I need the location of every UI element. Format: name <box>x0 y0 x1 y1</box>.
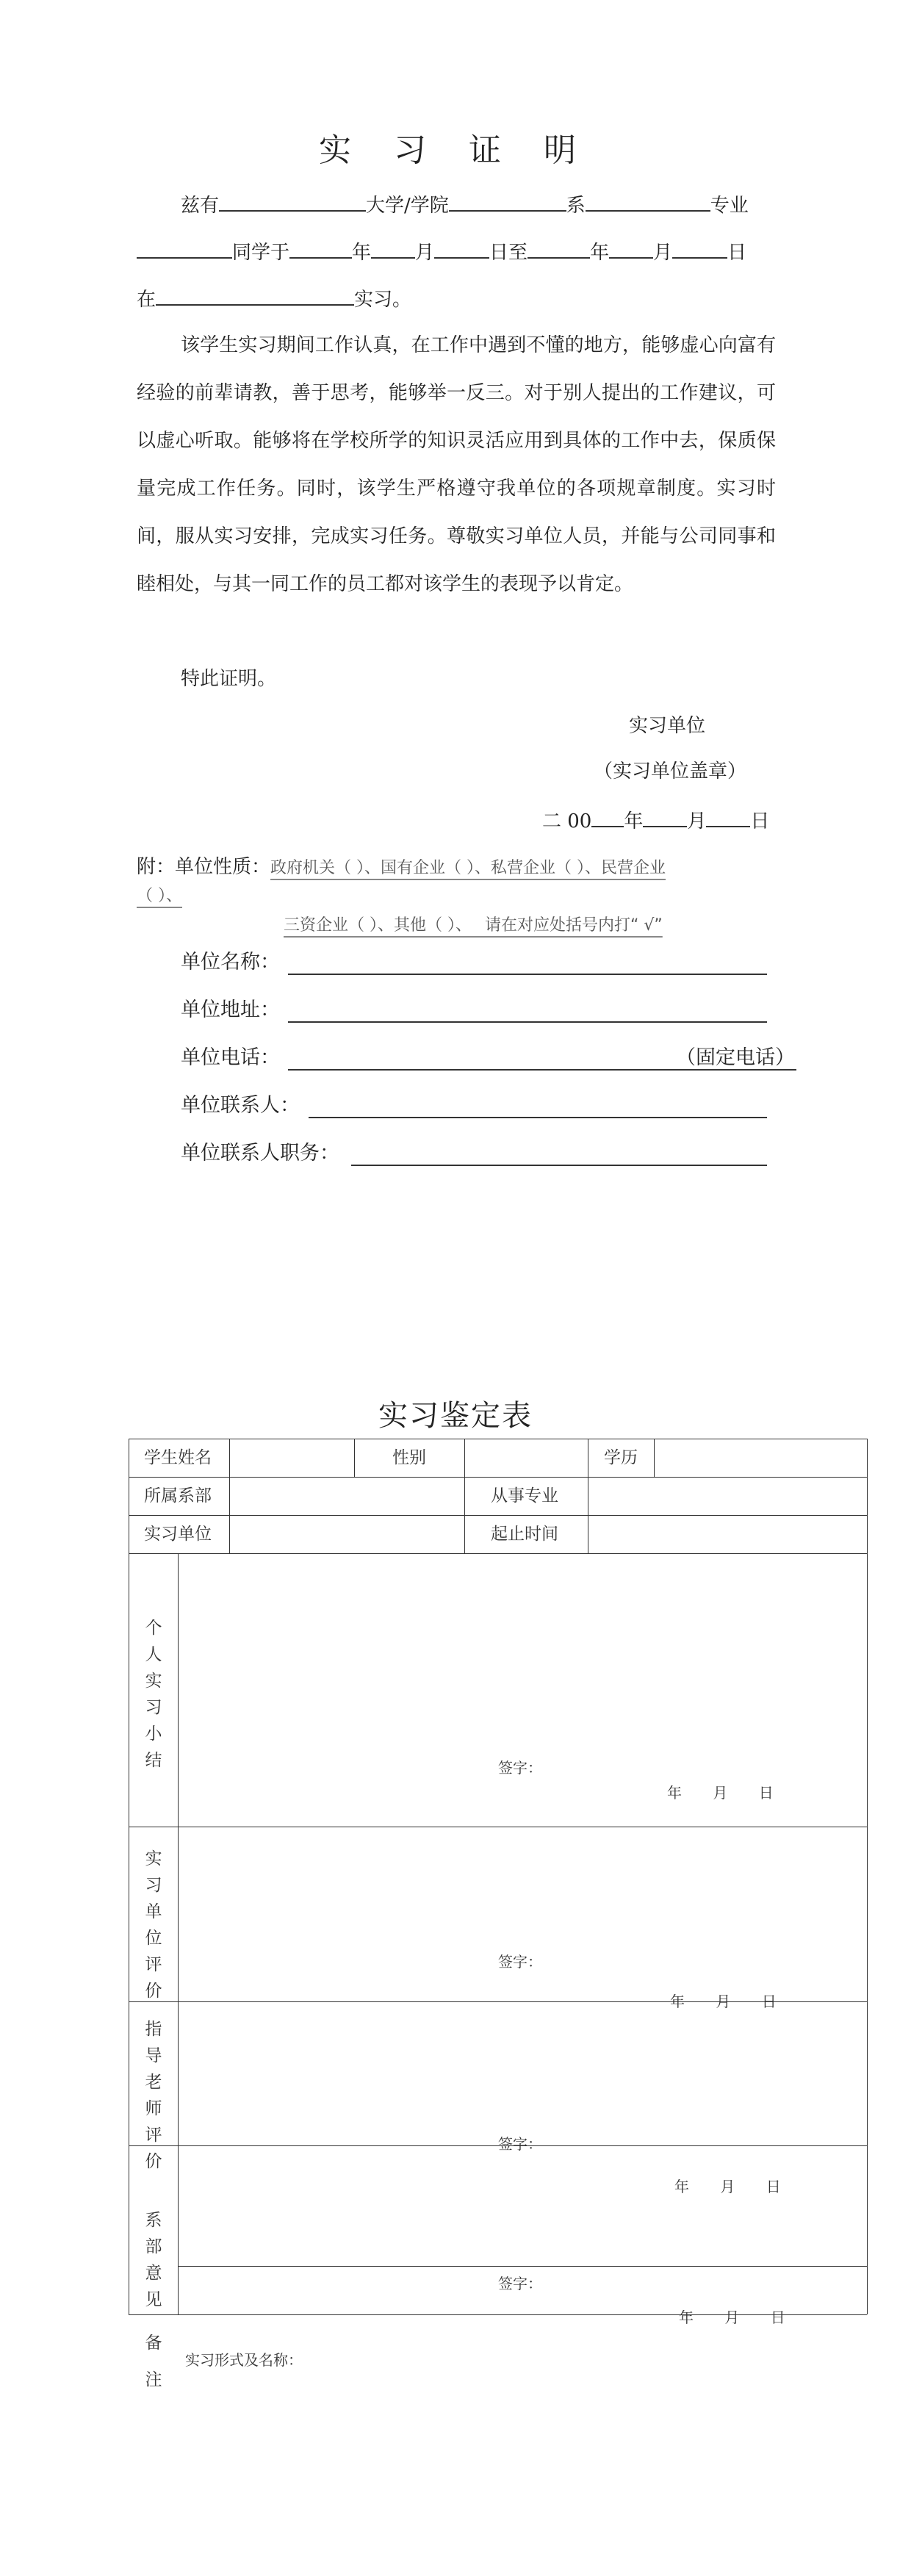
text-student: 同学于 <box>232 242 290 264</box>
text-major: 专业 <box>710 195 749 217</box>
sign-personal: 签字： <box>498 1759 542 1777</box>
label-personal-summary: 个人实习小结 <box>145 1619 162 1770</box>
field-contact-label: 单位联系人： <box>181 1094 300 1117</box>
cert-closing: 特此证明。 <box>181 668 277 690</box>
text-university: 大学/学院 <box>366 195 449 217</box>
text-year: 年 <box>624 810 644 832</box>
label-internship-unit: 实习单位 <box>144 1525 212 1544</box>
label-remark: 备注 <box>145 2334 162 2389</box>
text-year: 年 <box>590 242 610 264</box>
text-department: 系 <box>566 195 586 217</box>
label-teacher-evaluation: 指导老师评价 <box>145 2020 162 2171</box>
text-at: 在 <box>137 289 156 311</box>
text-internship: 实习。 <box>354 289 412 311</box>
sign-teacher: 签字： <box>498 2135 542 2153</box>
date-unit: 年 月 日 <box>670 1993 777 2010</box>
label-education: 学历 <box>604 1448 638 1467</box>
label-department-opinion: 系部意见 <box>145 2211 162 2309</box>
text-day: 日 <box>727 242 747 264</box>
text-day-to: 日至 <box>489 242 528 264</box>
cert-stamp: （实习单位盖章） <box>594 760 747 782</box>
field-unit-address-label: 单位地址： <box>181 999 280 1021</box>
field-unit-phone-label: 单位电话： <box>181 1046 280 1069</box>
label-major: 从事专业 <box>491 1486 558 1505</box>
attachment-label: 附：单位性质： <box>137 856 271 878</box>
text-month: 月 <box>415 242 435 264</box>
text-year: 年 <box>352 242 372 264</box>
date-teacher: 年 月 日 <box>674 2178 781 2195</box>
date-personal: 年 月 日 <box>667 1784 774 1802</box>
text-day: 日 <box>750 810 770 832</box>
sign-unit: 签字： <box>498 1953 542 1971</box>
field-unit-name-label: 单位名称： <box>181 951 280 974</box>
date-department: 年 月 日 <box>679 2309 785 2326</box>
label-department: 所属系部 <box>144 1486 212 1505</box>
unit-type-options-2: 三资企业（ ）、其他（ ）、 请在对应处括号内打“ √” <box>284 916 663 935</box>
text-month: 月 <box>653 242 673 264</box>
label-period: 起止时间 <box>491 1525 558 1544</box>
unit-type-options: 政府机关（ ）、国有企业（ ）、私营企业（ ）、民营企业 <box>270 859 666 877</box>
label-student-name: 学生姓名 <box>144 1448 212 1467</box>
label-unit-evaluation: 实习单位评价 <box>145 1849 162 2001</box>
unit-type-options-cont: （ ）、 <box>137 887 182 905</box>
remark-text: 实习形式及名称： <box>185 2351 303 2369</box>
appraisal-title: 实习鉴定表 <box>378 1399 533 1433</box>
text-month: 月 <box>687 810 707 832</box>
date-prefix: 二 00 <box>542 810 592 832</box>
sign-department: 签字： <box>498 2275 542 2292</box>
field-unit-phone-suffix: （固定电话） <box>676 1046 795 1069</box>
cert-unit: 实习单位 <box>629 715 706 737</box>
field-contact-title-label: 单位联系人职务： <box>181 1142 339 1165</box>
label-gender: 性别 <box>392 1448 426 1467</box>
certificate-title: 实 习 证 明 <box>319 132 592 169</box>
cert-body: 该学生实习期间工作认真，在工作中遇到不懂的地方，能够虚心向富有经验的前辈请教，善于思考，能够举一反三。对于别人提出的工作建议，可以虚心听取。能够将在学校所学的知识灵活应用到具体的工作中去，保质保量完成工作任务。同时，该学生严格遵守我单位的各项规章制度。实习时间，服从实习安排，完成实习任务。尊敬实习单位人员，并能与公司同事和睦相处，与其一同工作的员工都对该学生的表现予以肯定。 <box>137 334 776 595</box>
text-zi-you: 兹有 <box>181 195 220 217</box>
